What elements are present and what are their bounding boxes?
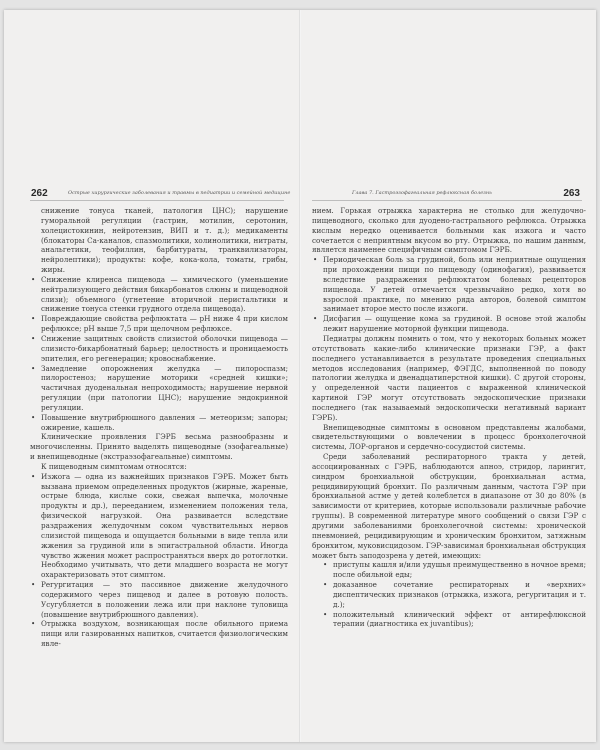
paragraph: Педиатры должны помнить о том, что у некоторых больных может отсутствовать какие-либо клинические признаки ГЭР, а факт последнего устанавливается в результате проведения специальных методов исследования (например, ФЭГДС, выполненной по поводу патологии желудка и двенадцатиперстной кишки). С другой стороны, у определенной части пациентов с выраженной клинической картиной ГЭР могут отсутствовать эндоскопические признаки последнего (так называемый эндоскопически негативный вариант ГЭРБ). (312, 333, 586, 422)
book-fold (299, 10, 301, 742)
left-text-column (30, 206, 288, 649)
paragraph: К пищеводным симптомам относятся: (41, 461, 187, 471)
right-running-head: Глава 7. Гастроэзофагеальная рефлюксная болезнь (352, 190, 492, 196)
right-page-number: 263 (563, 188, 580, 199)
body-text: снижение тонуса тканей, патология ЦНС); нарушение гуморальной регуляции (гастрин, мотилин, серотонин, холецистокинин, нейротензин, ВИП и т. д.); медикаменты (блокаторы Са-каналов, спазмолитики, холинолитики, нитраты, анальгетики, теофиллин, барбитураты, транквилизаторы, нейролептики); продукты: кофе, кока-кола, томаты, грибы, жиры. (41, 206, 288, 275)
list-item: • Отрыжка воздухом, возникающая после обильного приема пищи или газированных напитков, считается физиологическим явле- (30, 619, 288, 649)
list-item: • Снижение защитных свойств слизистой оболочки пищевода — слизисто-бикарбонатный барьер; целостность и проницаемость эпителия, его регенерация; кровоснабжение. (30, 334, 288, 364)
list-item: • приступы кашля и/или удушья преимущественно в ночное время; после обильной еды; (312, 560, 586, 580)
right-header-rule (312, 200, 582, 201)
right-running-header (302, 188, 596, 200)
paragraph: Среди заболеваний респираторного тракта у детей, ассоциированных с ГЭРБ, наблюдаются апноэ, стридор, ларингит, синдром бронхиальной обструкции, бронхиальная астма, рецидивирующий бронхит. По различным данным, частота ГЭР при бронхиальной астме у детей колеблется в диапазоне от 30 до 80% (в зависимости от критериев, которые использовали различные рабочие группы). В современной литературе много сообщений о связи ГЭР с другими заболеваниями бронхолегочной системы: хронической пневмонией, рецидивирующим и хроническим бронхитом, затяжным бронхитом, муковисцидозом. ГЭР-зависимая бронхиальная обструкция может быть заподозрена у детей, имеющих: (312, 452, 586, 560)
list-item: • Регургитация — это пассивное движение желудочного содержимого через пищевод и далее в ротовую полость. Усугубляется в положении лежа или при наклоне туловища (повышение внутрибрюшного давления). (30, 580, 288, 619)
paragraph: Внепищеводные симптомы в основном представлены жалобами, свидетельствующими о вовлечении в процесс бронхолегочной системы, ЛОР-органов и сердечно-сосудистой системы. (312, 422, 586, 452)
paragraph: Клинические проявления ГЭРБ весьма разнообразны и многочисленны. Принято выделять пищеводные (эзофагеальные) и внепищеводные (экстраэзофагеальные) симптомы. (30, 432, 288, 462)
left-page (4, 10, 300, 742)
right-text-column (312, 206, 586, 629)
paragraph: нием. Горькая отрыжка характерна не столько для желудочно-пищеводного, сколько для дуодено-гастрального рефлюкса. Отрыжка кислым нередко оценивается больными как изжога и часто сочетается с неприятным вкусом во рту. Отрыжка, по нашим данным, является наименее специфичным симптомом ГЭРБ. (312, 206, 586, 255)
list-item: • Повреждающие свойства рефлюктата — pH ниже 4 при кислом рефлюксе; pH выше 7,5 при щелочном рефлюксе. (30, 314, 288, 334)
left-running-head: Острые хирургические заболевания и травмы в педиатрии и семейной медицине (68, 190, 291, 196)
right-page (302, 10, 596, 742)
list-item: • Замедление опорожнения желудка — пилороспазм; пилоростеноз; нарушение моторики «средней кишки»; частичная дуоденальная непроходимость; нарушение нервной регуляции (при патологии ЦНС); нарушение эндокринной регуляции. (30, 364, 288, 413)
list-item: • Снижение клиренса пищевода — химического (уменьшение нейтрализующего действия бикарбонатов слюны и пищеводной слизи); объемного (угнетение вторичной перистальтики и снижение тонуса стенки грудного отдела пищевода). (30, 275, 288, 314)
list-item: • Изжога — одна из важнейших признаков ГЭРБ. Может быть вызвана приемом определенных продуктов (жирные, жареные, острые блюда, кислые соки, свежая выпечка, молочные продукты и др.), перееданием, изменением положения тела, физической нагрузкой. Она развивается вследствие раздражения желудочным соком чувствительных нервов слизистой пищевода и ощущается больными в виде тепла или жжения за грудиной или в эпигастральной области. Иногда чувство жжения может распространяться вверх до ротоглотки. Необходимо учитывать, что дети младшего возраста не могут охарактеризовать этот симптом. (30, 472, 288, 580)
list-item: • положительный клинический эффект от антирефлюксной терапии (диагностика ex juvantibus); (312, 610, 586, 630)
list-item: • Дисфагия — ощущение кома за грудиной. В основе этой жалобы лежит нарушение моторной функции пищевода. (312, 314, 586, 334)
list-item: • доказанное сочетание респираторных и «верхних» диспептических признаков (отрыжка, изжога, регургитация и т. д.); (312, 580, 586, 610)
list-item: • Периодическая боль за грудиной, боль или неприятные ощущения при прохождении пищи по пищеводу (одинофагия), развивается вследствие раздражения рефлюктатом болевых рецепторов пищевода. У детей отмечается чрезвычайно редко, хотя во взрослой практике, по мнению ряда авторов, болевой симптом занимает второе место после изжоги. (312, 255, 586, 314)
left-header-rule (30, 200, 284, 201)
left-page-number: 262 (31, 188, 48, 199)
list-item: • Повышение внутрибрюшного давления — метеоризм; запоры; ожирение, кашель. (30, 413, 288, 433)
left-running-header (4, 188, 300, 200)
